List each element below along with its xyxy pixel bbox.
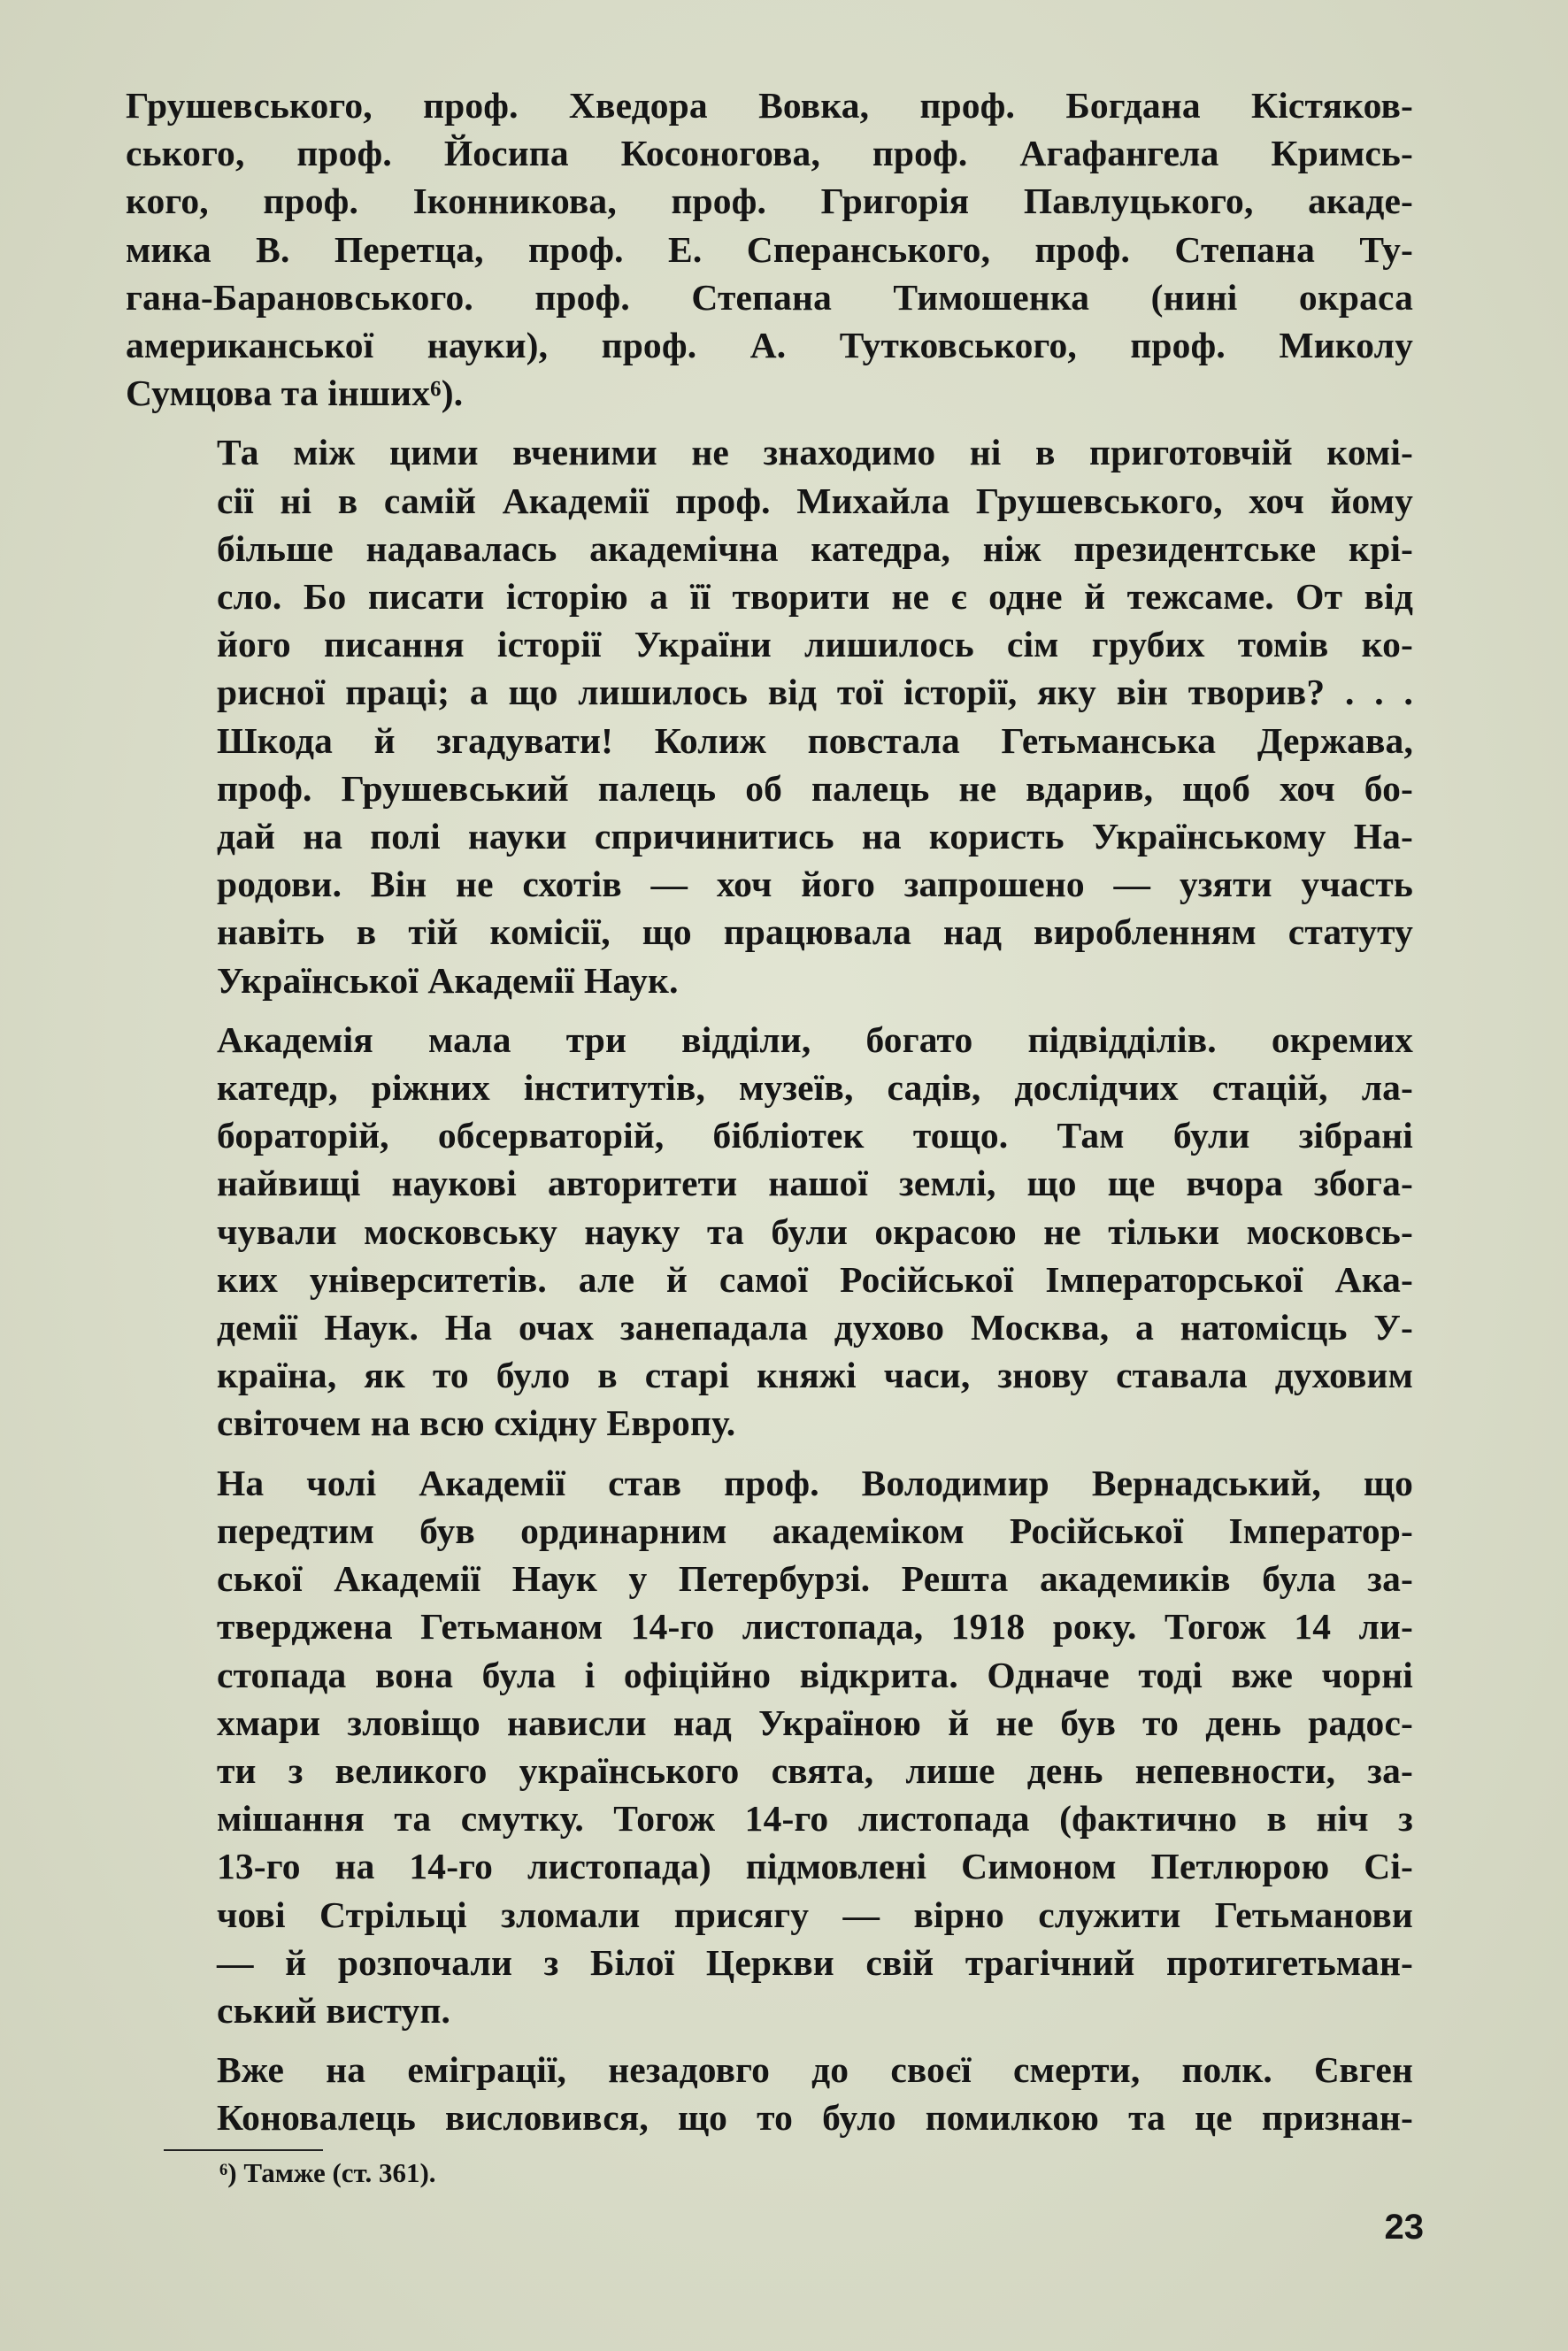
footnote-separator [164, 2149, 323, 2151]
text-line: його писання історії України лишилось сім грубих томів ко- [217, 624, 1413, 665]
text-line: сії ні в самій Академії проф. Михайла Грушевського, хоч йому [217, 480, 1413, 521]
text-line: ти з великого українського свята, лише день непевности, за- [217, 1749, 1413, 1791]
paragraph [126, 428, 1413, 1003]
text-line: Вже на еміграції, незадовго до своєї смерти, полк. Євген [217, 2049, 1413, 2091]
text-line: ський виступ. [217, 1989, 451, 2031]
paragraph [126, 1459, 1413, 2034]
page-number: 23 [1384, 2208, 1424, 2247]
text-line: 13-го на 14-го листопада) підмовлені Симоном Петлюрою Сі- [217, 1846, 1413, 1887]
text-line: Коновалець висловився, що то було помилкою та це признан- [217, 2097, 1413, 2139]
text-line: катедр, ріжних інститутів, музеїв, садів, дослідчих стацій, ла- [217, 1067, 1413, 1109]
text-line: дай на полі науки спричинитись на користь Українському На- [217, 816, 1413, 857]
text-line: кого, проф. Іконникова, проф. Григорія Павлуцького, акаде- [126, 181, 1413, 222]
text-line: родови. Він не схотів — хоч його запрошено — узяти участь [217, 864, 1413, 905]
text-line: Сумцова та інших⁶). [126, 373, 464, 414]
body-text [126, 81, 1413, 2142]
text-line: американської науки), проф. А. Тутковського, проф. Миколу [126, 325, 1413, 366]
text-line: ського, проф. Йосипа Косоногова, проф. Агафангела Кримсь- [126, 133, 1413, 174]
paragraph [126, 81, 1413, 417]
text-line: мішання та смутку. Тогож 14-го листопада (фактично в ніч з [217, 1798, 1413, 1840]
paragraph [126, 1016, 1413, 1448]
text-line: більше надавалась академічна катедра, ніж президентське крі- [217, 527, 1413, 569]
text-line: рисної праці; а що лишилось від тої історії, яку він творив? . . . [217, 672, 1413, 713]
text-line: хмари зловіщо нависли над Україною й не був то день радос- [217, 1702, 1413, 1743]
footnote: ⁶) Тамже (ст. 361). [219, 2157, 436, 2188]
text-line: світочем на всю східну Европу. [217, 1402, 736, 1444]
text-line: навіть в тій комісії, що працювала над виробленням статуту [217, 911, 1413, 953]
text-line: проф. Грушевський палець об палець не вдарив, щоб хоч бо- [217, 767, 1413, 809]
text-line: демії Наук. На очах занепадала духово Москва, а натомісць У- [217, 1307, 1413, 1348]
text-line: Шкода й згадувати! Колиж повстала Гетьманська Держава, [217, 719, 1413, 761]
text-line: найвищі наукові авторитети нашої землі, що ще вчора збога- [217, 1163, 1413, 1204]
paragraph [126, 2046, 1413, 2141]
text-line: гана-Барановського. проф. Степана Тимошенка (нині окраса [126, 276, 1413, 318]
text-line: На чолі Академії став проф. Володимир Вернадський, що [217, 1462, 1413, 1503]
text-line: стопада вона була і офіційно відкрита. Одначе тоді вже чорні [217, 1654, 1413, 1695]
text-line: чували московську науку та були окрасою не тільки московсь- [217, 1210, 1413, 1252]
text-line: — й розпочали з Білої Церкви свій трагічний протигетьман- [217, 1941, 1413, 1983]
text-line: передтим був ординарним академіком Російської Імператор- [217, 1510, 1413, 1551]
text-line: Та між цими вченими не знаходимо ні в приготовчій комі- [217, 432, 1413, 473]
text-line: Академія мала три відділи, богато підвідділів. окремих [217, 1018, 1413, 1060]
text-line: тверджена Гетьманом 14-го листопада, 1918 року. Тогож 14 ли- [217, 1606, 1413, 1648]
text-line: сло. Бо писати історію а її творити не є одне й тежсаме. От від [217, 576, 1413, 618]
text-line: ської Академії Наук у Петербурзі. Решта академиків була за- [217, 1558, 1413, 1600]
text-line: ких університетів. але й самої Російської Імператорської Ака- [217, 1258, 1413, 1300]
text-line: Грушевського, проф. Хведора Вовка, проф. Богдана Кістяков- [126, 85, 1413, 126]
text-line: чові Стрільці зломали присягу — вірно служити Гетьманови [217, 1894, 1413, 1935]
text-line: країна, як то було в старі княжі часи, знову ставала духовим [217, 1355, 1413, 1396]
text-line: бораторій, обсерваторій, бібліотек тощо. Там були зібрані [217, 1115, 1413, 1156]
text-line: мика В. Перетца, проф. Е. Сперанського, проф. Степана Ту- [126, 228, 1413, 270]
text-line: Української Академії Наук. [217, 959, 679, 1001]
